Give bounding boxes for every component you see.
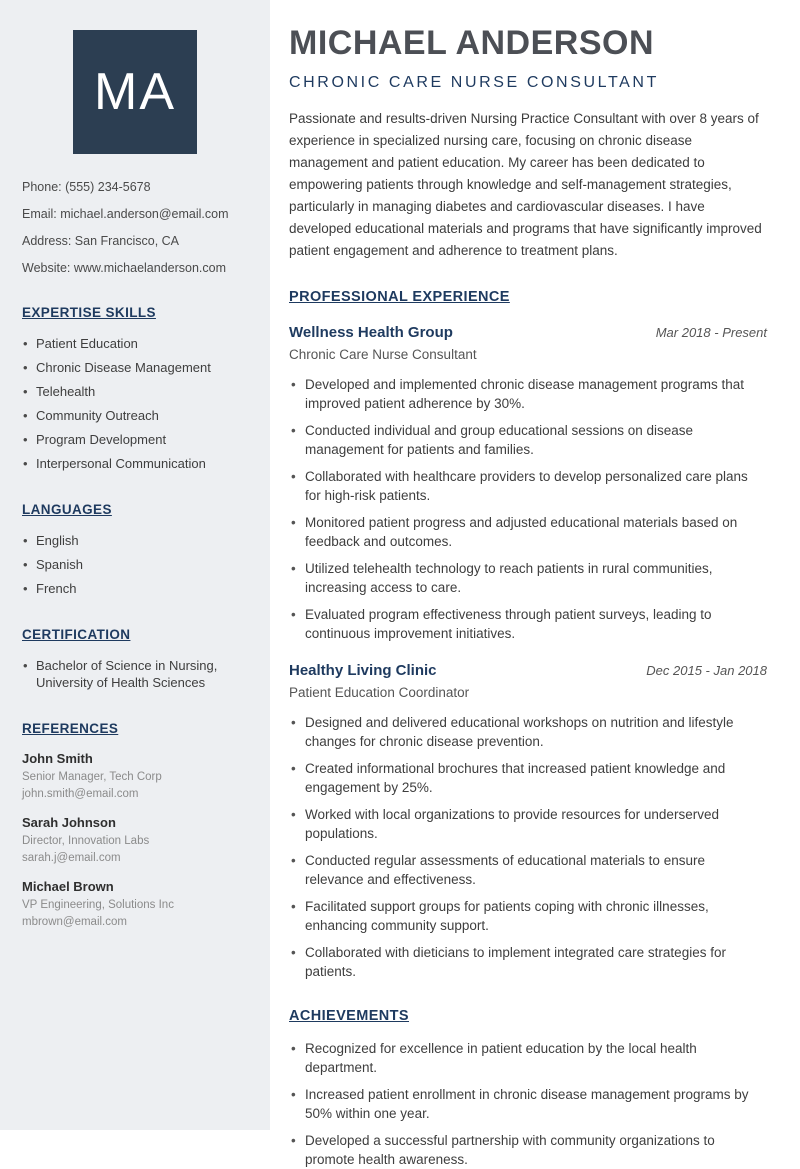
achievement-item: • Recognized for excellence in patient education by the local health department. (289, 1039, 767, 1077)
candidate-title: CHRONIC CARE NURSE CONSULTANT (289, 74, 659, 92)
achievements-section-heading: ACHIEVEMENTS (289, 1008, 410, 1025)
contact-line: Address: San Francisco, CA (22, 234, 180, 248)
job-dates: Dec 2015 - Jan 2018 (646, 663, 767, 679)
job-bullet: • Utilized telehealth technology to reach patients in rural communities, increasing access to care. (289, 559, 767, 597)
achievement-item: • Developed a successful partnership with community organizations to promote health awareness. (289, 1131, 767, 1169)
job-bullet: • Developed and implemented chronic disease management programs that improved patient adherence by 30%. (289, 375, 767, 413)
reference-item (22, 751, 248, 802)
job-header (289, 662, 767, 679)
certification-list (22, 657, 248, 691)
experience-section-heading: PROFESSIONAL EXPERIENCE (289, 289, 510, 306)
summary-text: Passionate and results-driven Nursing Practice Consultant with over 8 years of experience in specialized nursing care, focusing on chronic disease management and patient education. My career has been dedicated to empowering patients through knowledge and self-management strategies, particularly in managing diabetes and cardiovascular diseases. I have developed educational materials and programs that have significantly improved patient engagement and adherence to treatment plans. (289, 111, 762, 259)
company-name: Healthy Living Clinic (289, 662, 437, 680)
contact-line: Email: michael.anderson@email.com (22, 207, 229, 221)
certification-item: • Bachelor of Science in Nursing, University of Health Sciences (22, 657, 248, 691)
job-entry-wellness-health-group (289, 324, 767, 643)
skill-item: • Community Outreach (22, 407, 248, 424)
job-bullet: • Evaluated program effectiveness through patient surveys, leading to continuous improvement initiatives. (289, 605, 767, 643)
language-item: • French (22, 580, 248, 597)
reference-name: Michael Brown (22, 879, 114, 894)
candidate-name: MICHAEL ANDERSON (289, 24, 655, 62)
reference-role: VP Engineering, Solutions Inc (22, 899, 174, 911)
resume-sidebar (0, 0, 270, 1130)
resume-main (270, 0, 800, 1169)
contact-line: Website: www.michaelanderson.com (22, 261, 227, 275)
contact-info (22, 180, 248, 275)
job-role: Patient Education Coordinator (289, 685, 470, 701)
certification-heading: CERTIFICATION (22, 627, 131, 642)
job-dates: Mar 2018 - Present (655, 325, 767, 341)
skill-item: • Patient Education (22, 335, 248, 352)
job-role: Chronic Care Nurse Consultant (289, 347, 477, 363)
achievements-list (289, 1039, 767, 1169)
language-item: • English (22, 532, 248, 549)
monogram-badge (73, 30, 197, 154)
job-bullet: • Collaborated with healthcare providers to develop personalized care plans for high-risk patients. (289, 467, 767, 505)
reference-role: Senior Manager, Tech Corp (22, 771, 162, 783)
reference-name: Sarah Johnson (22, 815, 116, 830)
job-entry-healthy-living-clinic (289, 662, 767, 981)
achievement-item: • Increased patient enrollment in chronic disease management programs by 50% within one year. (289, 1085, 767, 1123)
job-bullet: • Conducted regular assessments of educational materials to ensure relevance and effectiveness. (289, 851, 767, 889)
job-bullet-list (289, 713, 767, 981)
monogram-initials: MA (94, 63, 176, 121)
references-heading: REFERENCES (22, 721, 119, 736)
job-bullet: • Created informational brochures that increased patient knowledge and engagement by 25%. (289, 759, 767, 797)
languages-heading: LANGUAGES (22, 502, 112, 517)
language-item: • Spanish (22, 556, 248, 573)
skill-item: • Chronic Disease Management (22, 359, 248, 376)
reference-email: sarah.j@email.com (22, 851, 121, 864)
languages-list (22, 532, 248, 597)
reference-item (22, 815, 248, 866)
job-header (289, 324, 767, 341)
references-list (22, 751, 248, 930)
job-bullet: • Designed and delivered educational workshops on nutrition and lifestyle changes for chronic disease prevention. (289, 713, 767, 751)
job-bullet: • Monitored patient progress and adjusted educational materials based on feedback and outcomes. (289, 513, 767, 551)
reference-name: John Smith (22, 751, 93, 766)
skill-item: • Telehealth (22, 383, 248, 400)
job-bullet: • Facilitated support groups for patients coping with chronic illnesses, enhancing community support. (289, 897, 767, 935)
job-bullet: • Conducted individual and group educational sessions on disease management for patients and families. (289, 421, 767, 459)
skills-heading: EXPERTISE SKILLS (22, 305, 156, 320)
reference-email: mbrown@email.com (22, 915, 127, 928)
reference-item (22, 879, 248, 930)
job-bullet-list (289, 375, 767, 643)
reference-email: john.smith@email.com (22, 787, 139, 800)
skill-item: • Interpersonal Communication (22, 455, 248, 472)
reference-role: Director, Innovation Labs (22, 835, 150, 847)
contact-line: Phone: (555) 234-5678 (22, 180, 151, 194)
job-bullet: • Worked with local organizations to provide resources for underserved populations. (289, 805, 767, 843)
job-bullet: • Collaborated with dieticians to implement integrated care strategies for patients. (289, 943, 767, 981)
skill-item: • Program Development (22, 431, 248, 448)
company-name: Wellness Health Group (289, 324, 453, 342)
skills-list (22, 335, 248, 472)
